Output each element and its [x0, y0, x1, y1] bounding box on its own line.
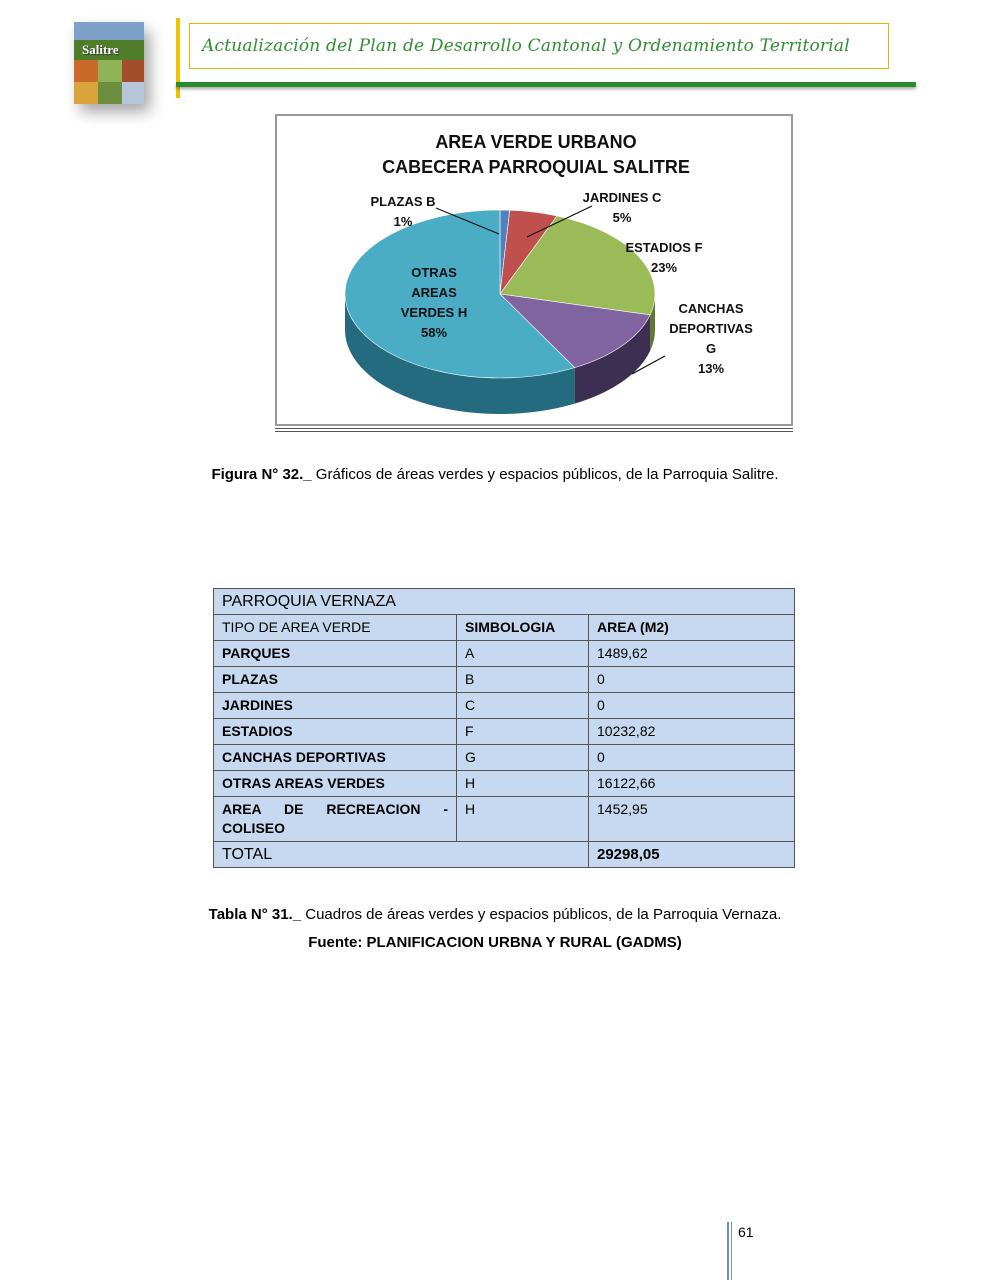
figure-caption-label: Figura N° 32._ — [211, 466, 312, 483]
table-caption-text: Cuadros de áreas verdes y espacios públicos, de la Parroquia Vernaza. — [301, 906, 782, 923]
page-number: 61 — [738, 1224, 754, 1240]
figure-caption — [0, 466, 990, 483]
pie-chart — [277, 116, 791, 424]
pie-slice-label: DEPORTIVAS — [669, 321, 753, 336]
row-symbol: G — [457, 745, 589, 771]
pie-chart-frame — [275, 114, 793, 426]
row-area: 1452,95 — [589, 797, 795, 842]
header-title-box — [189, 23, 889, 69]
row-type: JARDINES — [214, 693, 457, 719]
total-label: TOTAL — [214, 842, 589, 868]
pie-slice-percent: 13% — [697, 361, 725, 376]
row-area: 0 — [589, 667, 795, 693]
table-total-row — [214, 842, 795, 868]
pie-slice-label: AREAS — [411, 285, 457, 300]
source-line: Fuente: PLANIFICACION URBNA Y RURAL (GADMS) — [308, 934, 682, 951]
row-area: 0 — [589, 693, 795, 719]
pie-slice-percent: 5% — [612, 210, 632, 225]
pie-slice-label: VERDES H — [400, 305, 468, 320]
pie-slice-percent: 23% — [650, 260, 678, 275]
chart-underline-2 — [275, 431, 793, 432]
chart-title-line1: AREA VERDE URBANO — [435, 132, 637, 152]
header-simbologia: SIMBOLOGIA — [457, 615, 589, 641]
row-type: CANCHAS DEPORTIVAS — [214, 745, 457, 771]
salitre-logo — [74, 22, 144, 104]
table-row — [214, 667, 795, 693]
area-table — [213, 588, 795, 868]
row-type: ESTADIOS — [214, 719, 457, 745]
table-row — [214, 771, 795, 797]
header-tipo: TIPO DE AREA VERDE — [214, 615, 457, 641]
pie-slice-label: OTRAS — [411, 265, 457, 280]
table-row — [214, 693, 795, 719]
row-symbol: F — [457, 719, 589, 745]
pie-slice-percent: 1% — [393, 214, 413, 229]
chart-underline — [275, 428, 793, 429]
table-row — [214, 745, 795, 771]
table-row — [214, 719, 795, 745]
header-title: Actualización del Plan de Desarrollo Cantonal y Ordenamiento Territorial — [202, 36, 850, 56]
table-title-row — [214, 589, 795, 615]
row-symbol: B — [457, 667, 589, 693]
row-type: AREA DE RECREACION - COLISEO — [214, 797, 457, 842]
pie-slice-label: ESTADIOS F — [625, 240, 703, 255]
row-type: OTRAS AREAS VERDES — [214, 771, 457, 797]
pie-slice-label: G — [705, 341, 717, 356]
row-type: PLAZAS — [214, 667, 457, 693]
row-area: 1489,62 — [589, 641, 795, 667]
total-value: 29298,05 — [589, 842, 795, 868]
table-row — [214, 641, 795, 667]
header-area: AREA (M2) — [589, 615, 795, 641]
chart-title-line2: CABECERA PARROQUIAL SALITRE — [382, 157, 690, 177]
row-symbol: H — [457, 797, 589, 842]
figure-caption-text: Gráficos de áreas verdes y espacios públicos, de la Parroquia Salitre. — [311, 466, 779, 483]
table-header-row — [214, 615, 795, 641]
table-caption — [0, 906, 990, 923]
table-title: PARROQUIA VERNAZA — [214, 589, 795, 615]
header-rule — [176, 82, 916, 87]
row-area: 16122,66 — [589, 771, 795, 797]
row-type: PARQUES — [214, 641, 457, 667]
pie-slice-label: JARDINES C — [582, 190, 662, 205]
row-area: 0 — [589, 745, 795, 771]
logo-text: Salitre — [82, 42, 119, 57]
pie-slice-label: CANCHAS — [678, 301, 744, 316]
page-number-rule — [727, 1222, 729, 1280]
table-row — [214, 797, 795, 842]
logo-collage-icon — [74, 22, 144, 104]
row-symbol: H — [457, 771, 589, 797]
row-symbol: A — [457, 641, 589, 667]
pie-slice-percent: 58% — [420, 325, 448, 340]
table-caption-label: Tabla N° 31._ — [208, 906, 302, 923]
row-symbol: C — [457, 693, 589, 719]
pie-slice-label: PLAZAS B — [370, 194, 436, 209]
page-number-rule-2 — [731, 1222, 732, 1280]
row-area: 10232,82 — [589, 719, 795, 745]
